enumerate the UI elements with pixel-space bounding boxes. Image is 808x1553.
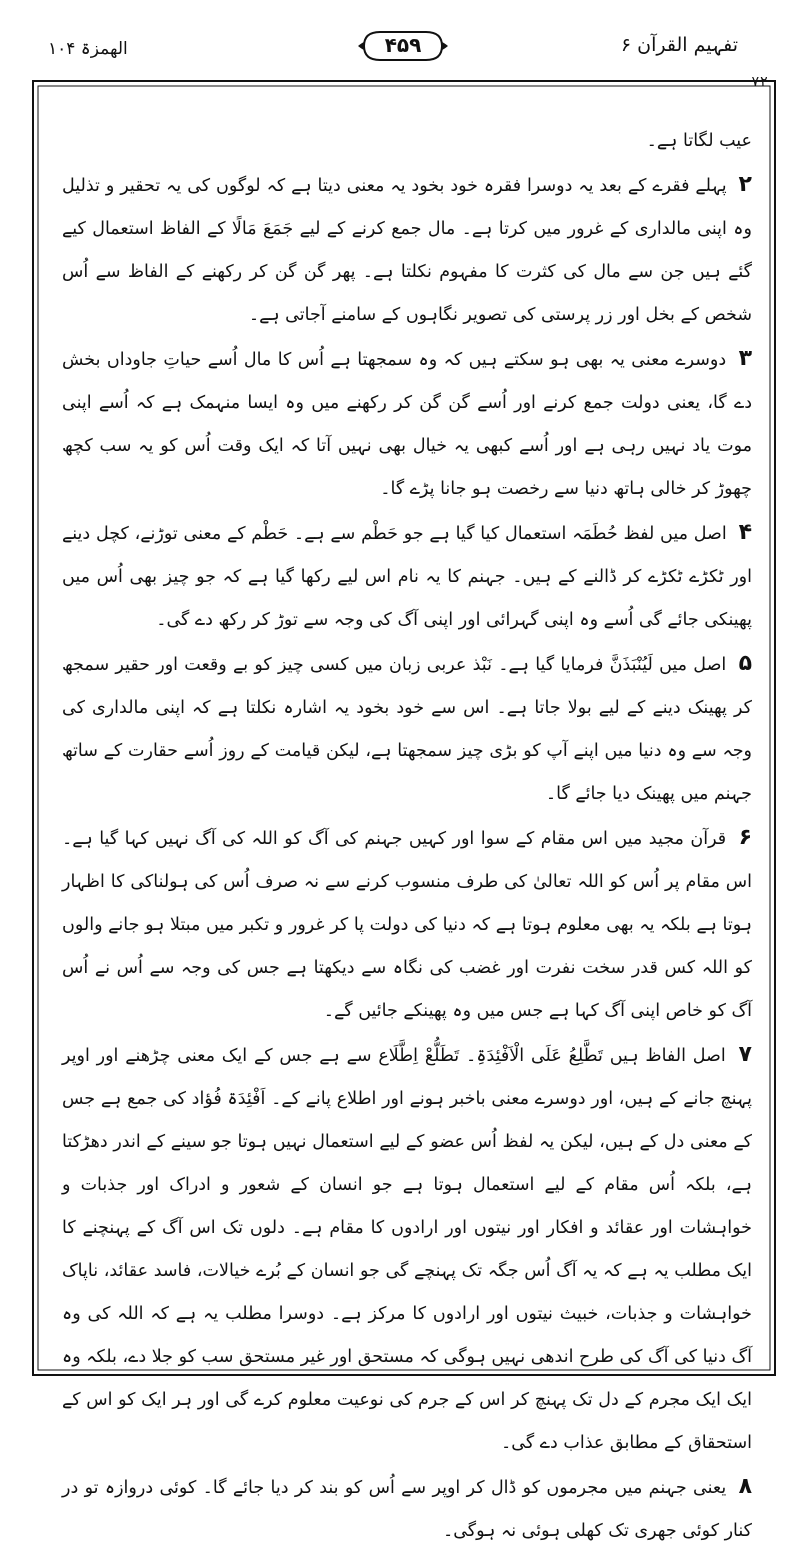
note-3-text: دوسرے معنی یہ بھی ہو سکتے ہیں کہ وہ سمجھتا ہے اُس کا مال اُسے حیاتِ جاوداں بخش دے گا، یعنی دولت جمع کرنے اور اُسے گن گن کر رکھنے میں وہ ایسا منہمک ہے کہ اُسے اپنی موت یاد نہیں رہی ہے اور اُسے کبھی یہ خیال بھی نہیں آتا کہ ایک وقت اُس کو یہ سب کچھ چھوڑ کر خالی ہاتھ دنیا سے رخصت ہو جانا پڑے گا۔ bbox=[62, 350, 752, 499]
note-4 bbox=[62, 511, 752, 642]
book-title: تفہیم القرآن ۶ bbox=[620, 34, 738, 56]
note-8 bbox=[62, 1465, 752, 1553]
corner-mark: ۷۲ bbox=[751, 74, 768, 90]
note-0-text: عیب لگاتا ہے۔ bbox=[646, 131, 752, 151]
page-number-cartouche bbox=[354, 26, 452, 66]
note-8-text: یعنی جہنم میں مجرموں کو ڈال کر اوپر سے اُس کو بند کر دیا جائے گا۔ کوئی دروازہ تو در کنار کوئی جھری تک کھلی ہوئی نہ ہوگی۔ bbox=[62, 1478, 752, 1541]
commentary-notes bbox=[62, 120, 752, 1541]
note-6 bbox=[62, 816, 752, 1033]
note-5 bbox=[62, 642, 752, 816]
note-5-text: اصل میں لَیُنْبَذَنَّ فرمایا گیا ہے۔ نَبْذ عربی زبان میں کسی چیز کو بے وقعت اور حقیر سمجھ کر پھینک دینے کے لیے بولا جاتا ہے۔ اس سے خود بخود یہ اشارہ نکلتا ہے کہ اپنی مالداری کی وجہ سے وہ دنیا میں اپنے آپ کو بڑی چیز سمجھتا ہے، لیکن قیامت کے روز اُسے حقارت کے ساتھ جہنم میں پھینک دیا جائے گا۔ bbox=[62, 655, 752, 804]
surah-reference: الھمزۃ ۱۰۴ bbox=[48, 39, 128, 59]
note-7-number: ۷ bbox=[738, 1042, 752, 1067]
note-3 bbox=[62, 337, 752, 511]
page-number: ۴۵۹ bbox=[384, 33, 422, 57]
note-5-number: ۵ bbox=[738, 651, 752, 676]
note-6-number: ۶ bbox=[738, 825, 752, 850]
note-7-text: اصل الفاظ ہیں تَطَّلِعُ عَلَی الْاَفْئِدَۃِ۔ تَطَلُّعْ اِطَّلَاع سے ہے جس کے ایک معنی چڑھنے اور اوپر پہنچ جانے کے ہیں، اور دوسرے معنی باخبر ہونے اور اطلاع پانے کے۔ اَفْئِدَۃ فُؤاد کی جمع ہے جس کے معنی دل کے ہیں، لیکن یہ لفظ اُس عضو کے لیے استعمال نہیں ہوتا جو سینے کے اندر دھڑکتا ہے، بلکہ اُس مقام کے لیے استعمال ہوتا ہے جو انسان کے شعور و ادراک اور جذبات و خواہشات اور عقائد و افکار اور نیتوں اور ارادوں کا مقام ہے۔ دلوں تک اس آگ کے پہنچنے کا ایک مطلب یہ ہے کہ یہ آگ اُس جگہ تک پہنچے گی جو انسان کے بُرے خیالات، فاسد عقائد، ناپاک خواہشات و جذبات، خبیث نیتوں اور ارادوں کا مرکز ہے۔ دوسرا مطلب یہ ہے کہ اللہ کی وہ آگ دنیا کی آگ کی طرح اندھی نہیں ہوگی کہ مستحق اور غیر مستحق سب کو جلا دے، بلکہ وہ ایک ایک مجرم کے دل تک پہنچ کر اس کے جرم کی نوعیت معلوم کرے گی اور ہر ایک کو اس کے استحقاق کے مطابق عذاب دے گی۔ bbox=[62, 1046, 752, 1453]
note-4-text: اصل میں لفظ حُطَمَہ استعمال کیا گیا ہے جو حَطْم سے ہے۔ حَطْم کے معنی توڑنے، کچل دینے اور ٹکڑے ٹکڑے کر ڈالنے کے ہیں۔ جہنم کا یہ نام اس لیے رکھا گیا ہے کہ جو چیز بھی اُس میں پھینکی جائے گی اُسے وہ اپنی گہرائی اور اپنی آگ کی وجہ سے توڑ کر رکھ دے گی۔ bbox=[62, 524, 752, 630]
note-3-number: ۳ bbox=[738, 346, 752, 371]
note-2-text: پہلے فقرے کے بعد یہ دوسرا فقرہ خود بخود یہ معنی دیتا ہے کہ لوگوں کی یہ تحقیر و تذلیل وہ اپنی مالداری کے غرور میں کرتا ہے۔ مال جمع کرنے کے لیے جَمَعَ مَالًا کے الفاظ استعمال کیے گئے ہیں جن سے مال کی کثرت کا مفہوم نکلتا ہے۔ پھر گن گن کر رکھنے کے الفاظ سے اُس شخص کے بخل اور زر پرستی کی تصویر نگاہوں کے سامنے آجاتی ہے۔ bbox=[62, 176, 752, 325]
page-header bbox=[0, 0, 808, 70]
note-2-number: ۲ bbox=[738, 172, 752, 197]
note-4-number: ۴ bbox=[738, 520, 752, 545]
note-0 bbox=[62, 120, 752, 163]
note-2 bbox=[62, 163, 752, 337]
note-7 bbox=[62, 1033, 752, 1465]
note-6-text: قرآن مجید میں اس مقام کے سوا اور کہیں جہنم کی آگ کو اللہ کی آگ نہیں کہا گیا ہے۔ اس مقام پر اُس کو اللہ تعالیٰ کی طرف منسوب کرنے سے نہ صرف اُس کی ہولناکی کا اظہار ہوتا ہے بلکہ یہ بھی معلوم ہوتا ہے کہ دنیا کی دولت پا کر غرور و تکبر میں مبتلا ہو جانے والوں کو اللہ کس قدر سخت نفرت اور غضب کی نگاہ سے دیکھتا ہے جس کی وجہ سے اُس نے اُس آگ کو خاص اپنی آگ کہا ہے جس میں وہ پھینکے جائیں گے۔ bbox=[62, 829, 752, 1021]
note-8-number: ۸ bbox=[738, 1474, 752, 1499]
